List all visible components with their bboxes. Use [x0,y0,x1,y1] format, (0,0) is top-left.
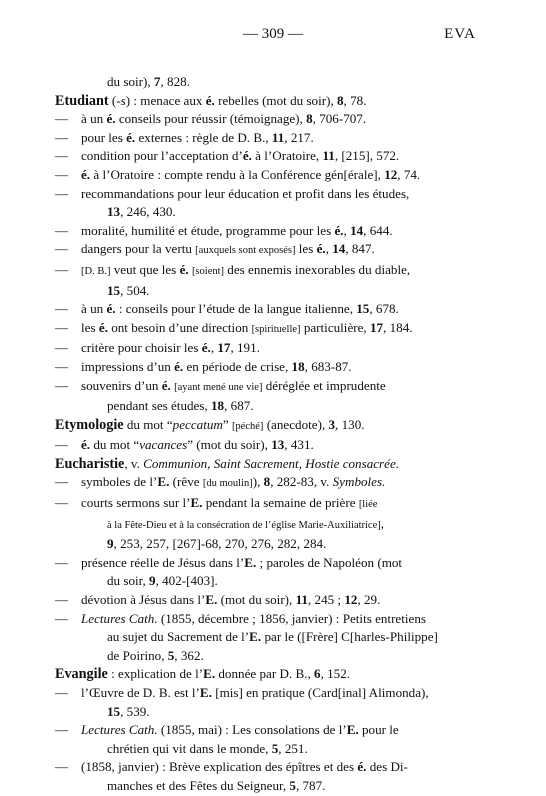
entry-dash: — [55,111,69,127]
entry-text: du soir), 7, 828. [107,74,190,89]
index-continuation [55,703,485,722]
entry-dash: — [55,222,69,238]
index-subentry [55,358,485,377]
entry-dash: — [55,129,69,145]
entry-text: Lectures Cath. (1855, décembre ; 1856, janvier) : Petits entretiens [81,610,426,626]
entry-text: du soir, 9, 402-[403]. [107,573,218,589]
index-entry [55,665,485,684]
entry-dash: — [55,301,69,317]
entry-text: au sujet du Sacrement de l’E. par le ([Frère] C[harles-Philippe] [107,629,438,645]
index-continuation [55,647,485,666]
entry-dash: — [55,319,69,335]
entry-text: 15, 504. [107,282,150,298]
entry-text: manches et des Fêtes du Seigneur, 5, 787. [107,777,326,793]
entry-text: é. du mot “vacances” (mot du soir), 13, 431. [81,437,314,453]
index-entry [55,92,485,111]
entry-text: dangers pour la vertu [auxquels sont exposés] les é., 14, 847. [81,241,375,257]
entry-dash: — [55,166,69,182]
index-subentry [55,261,485,282]
entry-dash: — [55,759,69,775]
index-subentry [55,222,485,241]
entry-text: Eucharistie, v. Communion, Saint Sacrement, Hostie consacrée. [55,455,400,472]
entry-text: courts sermons sur l’E. pendant la semaine de prière [liée [81,495,378,511]
entry-text: [D. B.] veut que les é. [soient] des ennemis inexorables du diable, [81,261,411,277]
index-continuation [55,282,485,301]
entry-text: condition pour l’acceptation d’é. à l’Oratoire, 11, [215], 572. [81,148,400,164]
index-subentry [55,721,485,740]
entry-text: Etudiant (-s) : menace aux é. rebelles (mot du soir), 8, 78. [55,92,367,109]
entry-text: recommandations pour leur éducation et profit dans les études, [81,185,410,201]
index-continuation [55,397,485,416]
index-subentry [55,129,485,148]
entry-text: pour les é. externes : règle de D. B., 11, 217. [81,129,314,145]
running-head: EVA [444,26,476,42]
index-subentry [55,591,485,610]
entry-text: présence réelle de Jésus dans l’E. ; paroles de Napoléon (mot [81,554,403,570]
entry-text: 9, 253, 257, [267]-68, 270, 276, 282, 284. [107,536,327,552]
index-entry [55,416,485,437]
index-subentry [55,319,485,340]
index-subentry [55,110,485,129]
entry-text: à un é. conseils pour réussir (témoignage), 8, 706-707. [81,111,367,127]
index-subentry [55,758,485,777]
index-subentry [55,436,485,455]
index-continuation [55,628,485,647]
entry-text: souvenirs d’un é. [ayant mené une vie] déréglée et imprudente [81,377,386,393]
page-number: — 309 — [243,26,303,42]
index-subentry [55,147,485,166]
entry-text: critère pour choisir les é., 17, 191. [81,340,260,356]
index-entries [55,73,485,796]
entry-dash: — [55,261,69,277]
entry-text: chrétien qui vit dans le monde, 5, 251. [107,740,308,756]
entry-text: à un é. : conseils pour l’étude de la langue italienne, 15, 678. [81,301,399,317]
entry-text: l’Œuvre de D. B. est l’E. [mis] en pratique (Card[inal] Alimonda), [81,685,429,700]
entry-text: Evangile : explication de l’E. donnée par D. B., 6, 152. [55,666,351,683]
entry-dash: — [55,474,69,490]
page-header [0,26,546,46]
entry-text: 13, 246, 430. [107,204,176,220]
index-subentry [55,684,485,703]
index-continuation [55,740,485,759]
entry-dash: — [55,610,69,626]
index-subentry [55,166,485,185]
entry-dash: — [55,685,69,700]
index-subentry [55,377,485,398]
entry-dash: — [55,241,69,257]
index-subentry [55,610,485,629]
entry-dash: — [55,185,69,201]
entry-text: impressions d’un é. en période de crise, 18, 683-87. [81,358,352,374]
index-subentry [55,554,485,573]
entry-dash: — [55,358,69,374]
entry-text: les é. ont besoin d’une direction [spirituelle] particulière, 17, 184. [81,319,413,335]
index-continuation [55,515,485,536]
index-subentry [55,473,485,494]
entry-text: (1858, janvier) : Brève explication des épîtres et des é. des Di- [81,759,408,775]
entry-dash: — [55,377,69,393]
entry-text: é. à l’Oratoire : compte rendu à la Conférence gén[érale], 12, 74. [81,166,421,182]
index-subentry [55,300,485,319]
entry-text: pendant ses études, 18, 687. [107,398,254,414]
entry-text: de Poirino, 5, 362. [107,647,204,663]
entry-text: à la Fête-Dieu et à la consécration de l’église Marie-Auxiliatrice], [107,515,385,531]
index-subentry [55,240,485,261]
entry-text: 15, 539. [107,703,150,719]
index-continuation [55,777,485,796]
index-subentry [55,494,485,515]
entry-dash: — [55,340,69,356]
index-continuation [55,572,485,591]
index-subentry [55,185,485,204]
index-continuation [55,203,485,222]
index-subentry [55,339,485,358]
entry-dash: — [55,437,69,453]
entry-text: symboles de l’E. (rêve [du moulin]), 8, 282-83, v. Symboles. [81,474,386,490]
entry-dash: — [55,495,69,511]
entry-dash: — [55,592,69,608]
entry-dash: — [55,722,69,738]
entry-text: Etymologie du mot “peccatum” [péché] (anecdote), 3, 130. [55,416,365,433]
entry-text: Lectures Cath. (1855, mai) : Les consolations de l’E. pour le [81,722,399,738]
index-continuation [55,73,485,92]
entry-dash: — [55,148,69,164]
entry-text: dévotion à Jésus dans l’E. (mot du soir), 11, 245 ; 12, 29. [81,592,381,608]
entry-dash: — [55,554,69,570]
index-entry [55,455,485,474]
entry-text: moralité, humilité et étude, programme pour les é., 14, 644. [81,222,393,238]
index-continuation [55,535,485,554]
